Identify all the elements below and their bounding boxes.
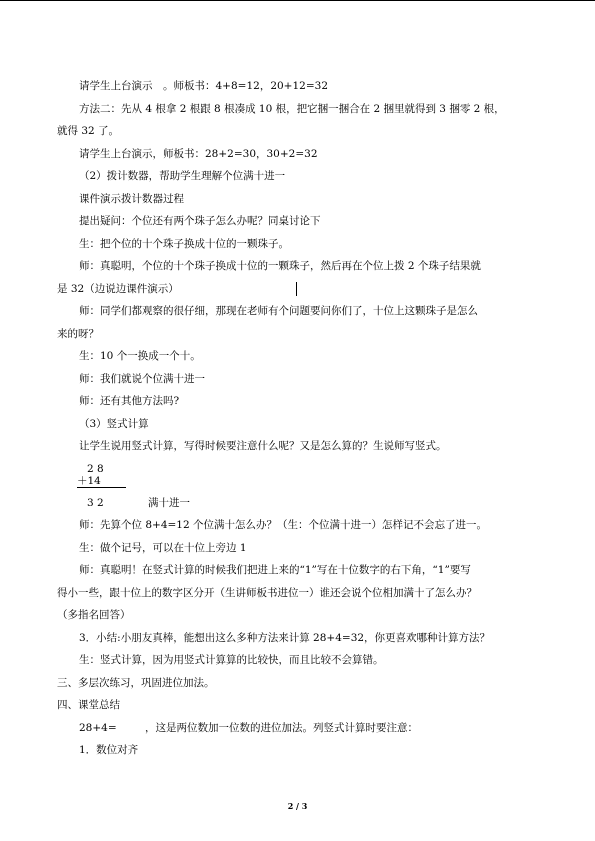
text-line: 来的呀？ xyxy=(57,328,99,340)
text-line: （多指名回答） xyxy=(57,609,131,621)
text-line: 课件演示拨计数器过程 xyxy=(79,193,184,205)
page-top-border xyxy=(0,0,595,1)
text-line: 生：竖式计算，因为用竖式计算算的比较快，而且比较不会算错。 xyxy=(79,654,384,666)
vertical-underline xyxy=(77,487,126,488)
vertical-note: 满十进一 xyxy=(148,497,190,509)
text-line: 生：把个位的十个珠子换成十位的一颗珠子。 xyxy=(79,238,289,250)
text-line: 生：做个记号，可以在十位上旁边 1 xyxy=(79,542,247,554)
vertical-top: 2 8 xyxy=(87,463,104,475)
text-line: 师：真聪明，个位的十个珠子换成十位的一颗珠子，然后再在个位上拨 2 个珠子结果就 xyxy=(79,260,481,272)
text-line: 师：先算个位 8+4=12 个位满十怎么办？（生：个位满十进一）怎样记不会忘了进一。 xyxy=(79,519,487,531)
text-line: 3．小结:小朋友真棒，能想出这么多种方法来计算 28+4=32，你更喜欢哪种计算方法？ xyxy=(79,632,491,644)
section-heading: 三、多层次练习，巩固进位加法。 xyxy=(57,677,215,689)
text-line: 让学生说用竖式计算，写得时候要注意什么呢？又是怎么算的？生说师写竖式。 xyxy=(79,440,447,452)
text-line: 生：10 个一换成一个十。 xyxy=(79,350,201,362)
text-line: 师：同学们都观察的很仔细，那现在老师有个问题要问你们了，十位上这颗珠子是怎么 xyxy=(79,305,478,317)
text-line: 师：还有其他方法吗? xyxy=(79,395,180,407)
summary-text: ，这是两位数加一位数的进位加法。列竖式计算时要注意： xyxy=(145,722,418,734)
text-line: （3）竖式计算 xyxy=(79,418,149,430)
vertical-addend: ＋14 xyxy=(77,475,101,487)
text-cursor xyxy=(296,282,297,296)
page-number: 2 / 3 xyxy=(287,801,308,811)
text-line: 师：我们就说个位满十进一 xyxy=(79,373,205,385)
text-line: 1．数位对齐 xyxy=(79,744,139,756)
text-line: 是 32（边说边课件演示） xyxy=(57,283,179,295)
text-line: 请学生上台演示，师板书：28+2=30，30+2=32 xyxy=(79,148,318,160)
text-line: 请学生上台演示 。师板书：4+8=12，20+12=32 xyxy=(79,80,328,92)
summary-expression: 28+4= xyxy=(79,722,117,734)
section-heading: 四、课堂总结 xyxy=(57,699,120,711)
text-line: 得小一些，跟十位上的数字区分开（生讲师板书进位一）谁还会说个位相加满十了怎么办？ xyxy=(57,587,477,599)
text-line: 方法二：先从 4 根拿 2 根跟 8 根凑成 10 根，把它捆一捆合在 2 捆里就得到 3 捆零 2 根， xyxy=(79,103,505,115)
text-line: 师：真聪明！在竖式计算的时候我们把进上来的“1”写在十位数字的右下角，“1”要写 xyxy=(79,564,471,576)
vertical-result: 3 2 xyxy=(87,497,104,509)
text-line: （2）拨计数器，帮助学生理解个位满十进一 xyxy=(79,170,286,182)
text-line: 提出疑问：个位还有两个珠子怎么办呢？同桌讨论下 xyxy=(79,215,321,227)
text-line: 就得 32 了。 xyxy=(57,125,120,137)
